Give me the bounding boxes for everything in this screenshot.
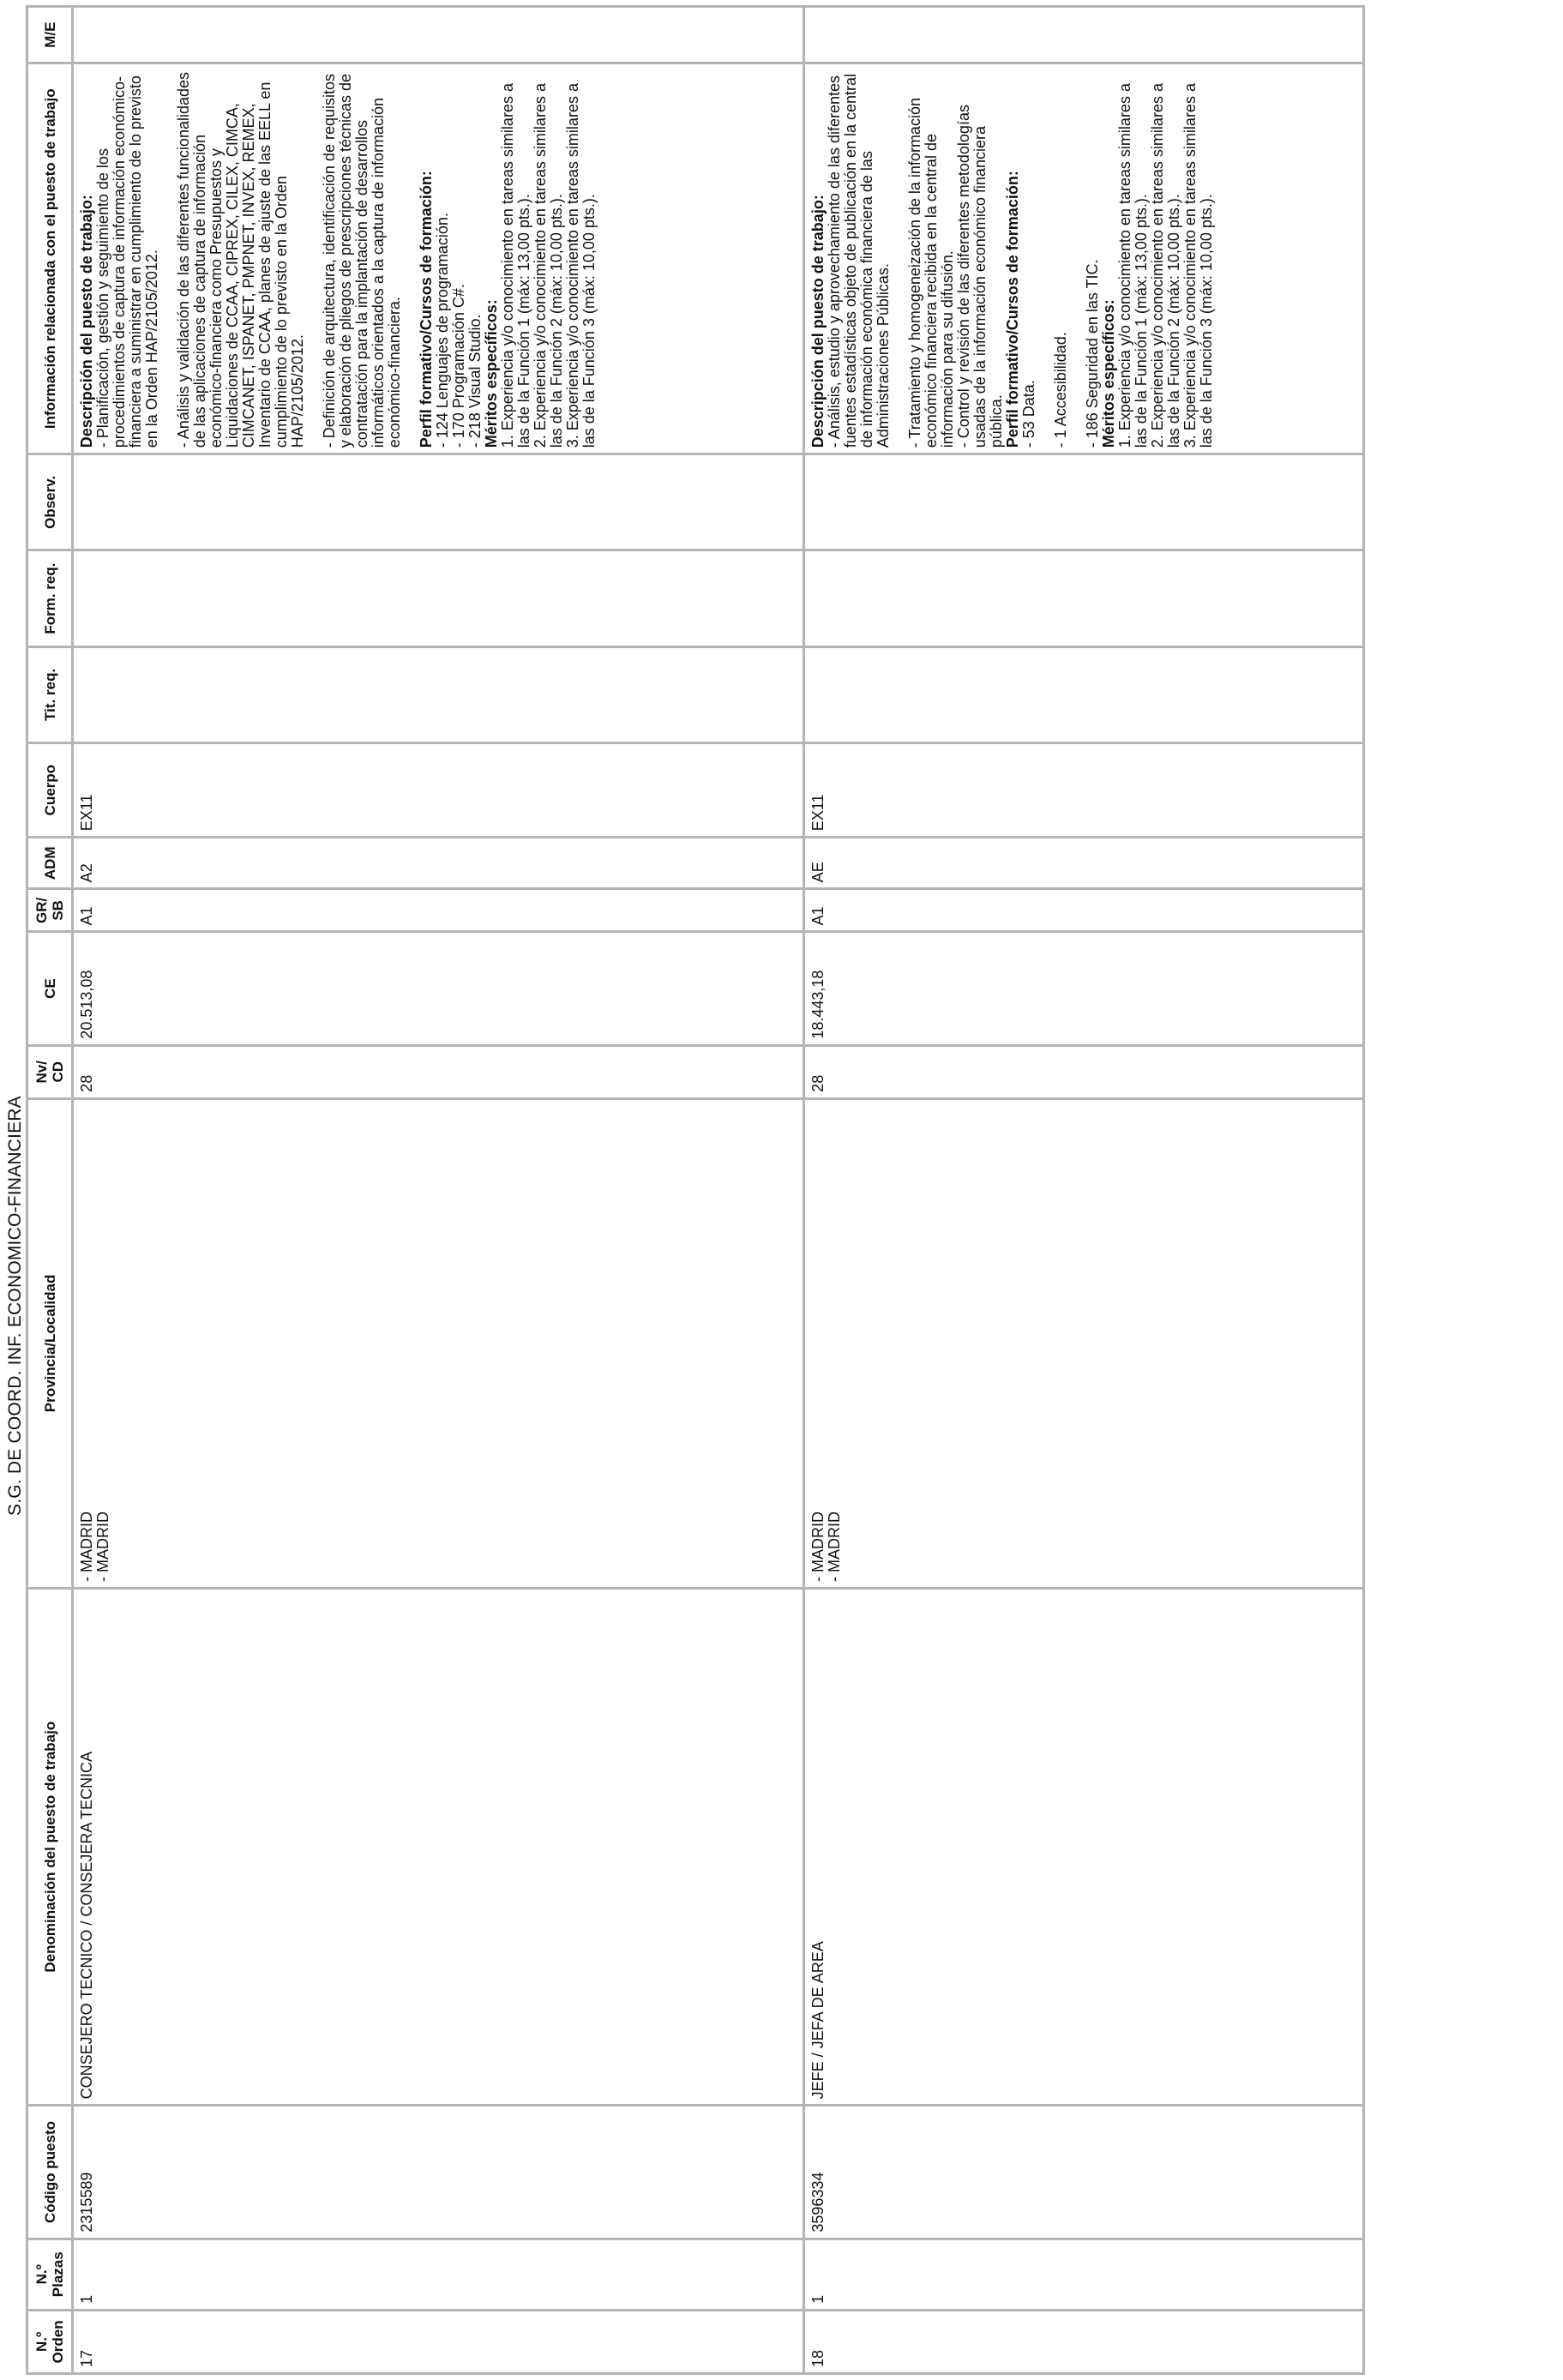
- cell-me: [804, 7, 1364, 63]
- header-observ: Observ.: [27, 454, 73, 550]
- header-cuerpo: Cuerpo: [27, 742, 73, 837]
- cell-observ: [73, 454, 804, 550]
- header-me: M/E: [27, 7, 73, 63]
- cell-cuerpo: EX11: [804, 742, 1364, 837]
- header-sb: SB: [50, 900, 66, 921]
- merito-item: 3. Experiencia y/o conocimiento en tareas similares a las de la Función 3 (máx: 10,00 pts.).: [1181, 83, 1215, 448]
- cell-tit: [804, 646, 1364, 742]
- cell-info: [804, 63, 1364, 454]
- cell-denominacion: JEFE / JEFA DE AREA: [804, 1589, 1364, 2106]
- header-provincia: Provincia/Localidad: [27, 1098, 73, 1588]
- cell-codigo: 3596334: [804, 2106, 1364, 2239]
- merito-item: 1. Experiencia y/o conocimiento en tareas similares a las de la Función 1 (máx: 13,00 pts.).: [1116, 83, 1150, 448]
- cell-info: [73, 63, 804, 454]
- merito-item: 2. Experiencia y/o conocimiento en tareas similares a las de la Función 2 (máx: 10,00 pts.).: [532, 83, 565, 448]
- cell-denominacion: CONSEJERO TECNICO / CONSEJERA TECNICA: [73, 1589, 804, 2106]
- cell-cuerpo: EX11: [73, 742, 804, 837]
- desc-item: - Tratamiento y homogeneización de la información económico financiera recibida en la central de información para su difusión.: [906, 98, 956, 448]
- header-orden: N.º Orden: [27, 2310, 73, 2373]
- header-gr: GR/: [33, 897, 50, 923]
- meritos-heading: Méritos específicos:: [1100, 299, 1117, 448]
- desc-heading: Descripción del puesto de trabajo:: [809, 195, 827, 448]
- perfil-item: - 186 Seguridad en las TIC.: [1084, 259, 1101, 448]
- cell-ce: 18.443,18: [804, 932, 1364, 1045]
- header-plazas: N.º Plazas: [27, 2239, 73, 2310]
- header-ce: CE: [27, 932, 73, 1045]
- header-adm: ADM: [27, 838, 73, 889]
- cell-plazas: 1: [804, 2239, 1364, 2310]
- provincia-line: - MADRID: [809, 1512, 827, 1583]
- cell-adm: A2: [73, 838, 804, 889]
- cell-observ: [804, 454, 1364, 550]
- cell-me: [73, 7, 804, 63]
- header-tit: Tit. req.: [27, 646, 73, 742]
- header-cd: CD: [50, 1061, 66, 1083]
- desc-item: - Control y revisión de las diferentes metodologías usadas de la información económico financiera pública.: [955, 105, 1005, 448]
- header-denominacion: Denominación del puesto de trabajo: [27, 1589, 73, 2106]
- cell-form: [804, 550, 1364, 646]
- perfil-item: - 218 Visual Studio.: [466, 314, 484, 448]
- cell-orden: 18: [804, 2310, 1364, 2373]
- header-nv: Nv/: [33, 1061, 50, 1084]
- cell-provincia: [73, 1098, 804, 1588]
- cell-adm: AE: [804, 838, 1364, 889]
- cell-provincia: [804, 1098, 1364, 1588]
- cell-tit: [73, 646, 804, 742]
- meritos-heading: Méritos específicos:: [483, 299, 500, 448]
- desc-item: - Definición de arquitectura, identificación de requisitos y elaboración de pliegos de prescripciones técnicas de contratación para la implantación de desarrollos informáticos orientados a la captura de información económico-financiera.: [321, 73, 403, 448]
- provincia-line: - MADRID: [826, 1512, 843, 1583]
- desc-heading: Descripción del puesto de trabajo:: [78, 195, 95, 448]
- merito-item: 1. Experiencia y/o conocimiento en tareas similares a las de la Función 1 (máx: 13,00 pts.).: [499, 83, 532, 448]
- desc-item: - Análisis y validación de las diferentes funcionalidades de las aplicaciones de captura de información económico-financiera como Presupuestos y Liquidaciones de CCAA, CIPREX, CILEX, CIMCA, CIMCANET, ISPANET, PMPNET, INVEX, REMEX, Inventario de CCAA, planes de ajuste de las EELL en cumplimiento de lo previsto en la Orden HAP/2105/2012.: [175, 71, 306, 448]
- cell-form: [73, 550, 804, 646]
- header-gr-sb: [27, 889, 73, 932]
- header-form: Form. req.: [27, 550, 73, 646]
- header-nv-cd: [27, 1045, 73, 1098]
- perfil-item: - 170 Programación C#.: [450, 284, 467, 448]
- header-codigo: Código puesto: [27, 2106, 73, 2239]
- provincia-line: - MADRID: [94, 1512, 111, 1583]
- provincia-line: - MADRID: [78, 1512, 95, 1583]
- cell-nv-cd: 28: [804, 1045, 1364, 1098]
- cell-ce: 20.513,08: [73, 932, 804, 1045]
- header-info: Información relacionada con el puesto de trabajo: [27, 63, 73, 454]
- header-row: [27, 7, 73, 2374]
- desc-item: - Planificación, gestión y seguimiento de los procedimientos de captura de información económico-financiera a suministrar en cumplimiento de lo previsto en la Orden HAP/2105/2012.: [94, 75, 160, 448]
- positions-table: [26, 5, 1365, 2375]
- table-row: [804, 7, 1364, 2374]
- cell-orden: 17: [73, 2310, 804, 2373]
- cell-plazas: 1: [73, 2239, 804, 2310]
- perfil-item: - 124 Lenguajes de programación.: [434, 213, 451, 448]
- perfil-item: - 53 Data.: [1020, 380, 1037, 448]
- merito-item: 2. Experiencia y/o conocimiento en tareas similares a las de la Función 2 (máx: 10,00 pts.).: [1149, 83, 1182, 448]
- table-row: [73, 7, 804, 2374]
- cell-codigo: 2315589: [73, 2106, 804, 2239]
- perfil-heading: Perfil formativo/Cursos de formación:: [418, 171, 435, 448]
- perfil-item: - 1 Accesibilidad.: [1052, 332, 1069, 448]
- cell-gr-sb: A1: [804, 889, 1364, 932]
- section-title: S.G. DE COORD. INF. ECONOMICO-FINANCIERA: [5, 1096, 25, 1516]
- merito-item: 3. Experiencia y/o conocimiento en tareas similares a las de la Función 3 (máx: 10,00 pts.).: [564, 83, 598, 448]
- cell-nv-cd: 28: [73, 1045, 804, 1098]
- desc-item: - Análisis, estudio y aprovechamiento de las diferentes fuentes estadísticas objeto de publicación en la central de información económica financiera de las Administraciones Públicas.: [826, 73, 892, 448]
- perfil-heading: Perfil formativo/Cursos de formación:: [1004, 171, 1021, 448]
- cell-gr-sb: A1: [73, 889, 804, 932]
